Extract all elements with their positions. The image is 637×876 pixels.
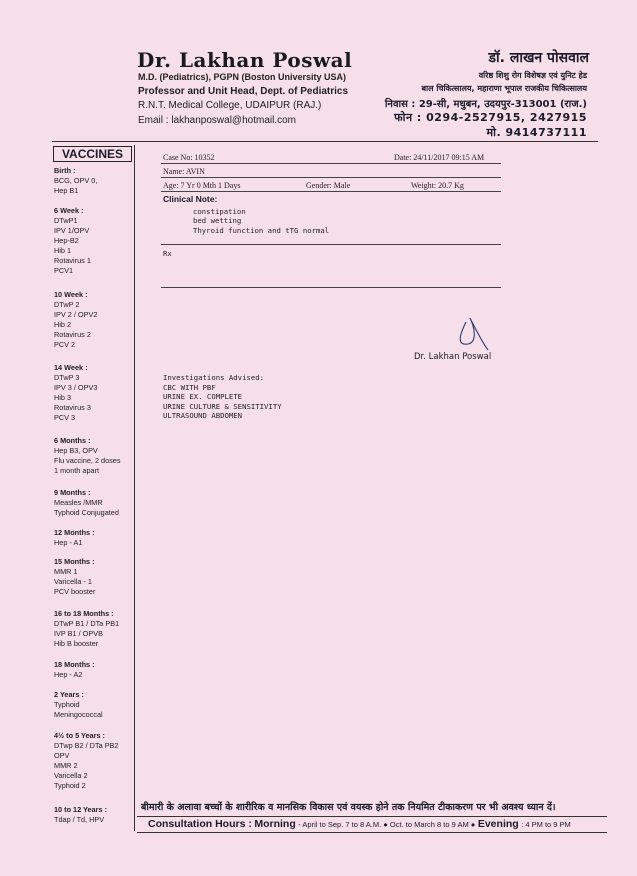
vaccine-age-heading: 16 to 18 Months : <box>54 609 114 618</box>
vaccine-age-heading: 6 Week : <box>54 206 84 215</box>
vaccine-item: PCV1 <box>54 266 74 275</box>
vaccine-item: IVP B1 / OPVB <box>54 629 103 638</box>
vaccine-group <box>54 166 134 196</box>
vaccine-item: Hep - A1 <box>54 538 83 547</box>
investigation-item: URINE CULTURE & SENSITIVITY <box>163 402 282 411</box>
investigation-item: ULTRASOUND ABDOMEN <box>163 411 243 420</box>
signature-name: Dr. Lakhan Poswal <box>414 352 492 362</box>
footer-divider <box>137 816 607 817</box>
morning-label: Morning <box>254 818 296 830</box>
evening-detail: : 4 PM to 9 PM <box>521 820 571 829</box>
vaccine-group <box>54 557 134 597</box>
vaccine-item: Varicella 2 <box>54 771 88 780</box>
vaccine-age-heading: 15 Months : <box>54 557 95 566</box>
vaccine-age-heading: 12 Months : <box>54 528 95 537</box>
hindi-hospital: बाल चिकित्सालय, महाराणा भूपाल राजकीय चिकित्सालय <box>421 84 587 93</box>
vaccine-item: MMR 2 <box>54 761 78 770</box>
qualifications: M.D. (Pediatrics), PGPN (Boston University USA) <box>138 72 347 82</box>
vaccine-item: 1 month apart <box>54 466 100 475</box>
vaccine-item: Hep-B2 <box>54 236 79 245</box>
footer-divider <box>137 832 607 833</box>
patient-gender: Gender: Male <box>306 181 351 190</box>
rx-label: Rx <box>163 249 172 258</box>
email: Email : lakhanposwal@hotmail.com <box>138 115 296 126</box>
vaccine-item: Typhoid Conjugated <box>54 508 119 517</box>
vaccine-age-heading: 14 Week : <box>54 363 88 372</box>
vaccine-item: Hib 3 <box>54 393 72 402</box>
divider <box>161 163 501 164</box>
divider <box>161 177 501 178</box>
vaccine-item: Measles /MMR <box>54 498 103 507</box>
investigations-heading: Investigations Advised: <box>163 373 265 382</box>
doctor-name: Dr. Lakhan Poswal <box>137 48 353 72</box>
vaccine-age-heading: 10 to 12 Years : <box>54 805 108 814</box>
hours-label: Consultation Hours : <box>148 818 252 830</box>
vaccine-item: DTwP 3 <box>54 373 80 382</box>
clinical-note-heading: Clinical Note: <box>163 194 218 204</box>
vaccine-item: BCG, OPV 0, <box>54 176 98 185</box>
vaccine-item: Hep B3, OPV <box>54 446 98 455</box>
vaccine-group <box>54 363 134 423</box>
hindi-address: निवास : 29-सी, मधुबन, उदयपुर-313001 (राज.) <box>384 99 587 110</box>
vaccine-group <box>54 488 134 518</box>
vaccine-item: Rotavirus 1 <box>54 256 91 265</box>
divider <box>161 244 501 245</box>
vaccine-item: Hib B booster <box>54 639 99 648</box>
investigation-item: CBC WITH PBF <box>163 383 216 392</box>
vaccine-group <box>54 660 134 680</box>
vaccine-age-heading: Birth : <box>54 166 76 175</box>
vaccine-item: Rotavirus 3 <box>54 403 91 412</box>
college: R.N.T. Medical College, UDAIPUR (RAJ.) <box>138 100 322 111</box>
patient-age: Age: 7 Yr 0 Mth 1 Days <box>163 181 241 190</box>
clinical-note-line: Thyroid function and tTG normal <box>193 226 330 235</box>
header-divider <box>52 141 598 142</box>
vaccine-item: Meningococcal <box>54 710 103 719</box>
vaccine-item: DTwp B2 / DTa PB2 <box>54 741 119 750</box>
clinical-note-line: bed wetting <box>193 216 242 225</box>
hindi-title: वरिष्ठ शिशु रोग विशेषज्ञ एवं युनिट हेड <box>478 71 587 80</box>
vaccine-item: OPV <box>54 751 70 760</box>
vaccine-age-heading: 9 Months : <box>54 488 91 497</box>
vaccine-item: Typhoid <box>54 700 80 709</box>
vaccine-item: DTwP 2 <box>54 300 80 309</box>
vaccine-item: Rotavirus 2 <box>54 330 91 339</box>
vaccine-item: PCV 3 <box>54 413 76 422</box>
divider <box>161 191 501 192</box>
vaccine-item: Typhoid 2 <box>54 781 86 790</box>
vaccine-item: IPV 2 / OPV2 <box>54 310 98 319</box>
vaccine-item: IPV 3 / OPV3 <box>54 383 98 392</box>
vaccine-item: Hep - A2 <box>54 670 83 679</box>
morning-detail: - April to Sep. 7 to 8 A.M. ● Oct. to March 8 to 9 AM ● <box>298 820 476 829</box>
evening-label: Evening <box>477 818 519 830</box>
case-number: Case No: 10352 <box>163 153 215 162</box>
clinical-note-line: constipation <box>193 207 246 216</box>
vaccine-item: Varicella - 1 <box>54 577 92 586</box>
vaccine-age-heading: 10 Week : <box>54 290 88 299</box>
vaccine-item: DTwP B1 / DTa PB1 <box>54 619 120 628</box>
vaccine-age-heading: 2 Years : <box>54 690 84 699</box>
vaccine-group <box>54 609 134 649</box>
hindi-mobile: मो. 9414737111 <box>486 126 587 139</box>
vaccine-item: Flu vaccine, 2 doses <box>54 456 121 465</box>
position: Professor and Unit Head, Dept. of Pediatrics <box>138 86 349 97</box>
visit-date: Date: 24/11/2017 09:15 AM <box>394 153 485 162</box>
signature <box>452 312 492 354</box>
vaccine-group <box>54 206 134 276</box>
divider <box>161 287 501 288</box>
investigation-item: URINE EX. COMPLETE <box>163 392 243 401</box>
vaccine-item: PCV 2 <box>54 340 76 349</box>
vaccine-group <box>54 805 134 825</box>
vaccine-item: Hib 1 <box>54 246 72 255</box>
vaccine-item: Tdap / Td, HPV <box>54 815 105 824</box>
vaccine-age-heading: 6 Months : <box>54 436 91 445</box>
consultation-hours <box>148 818 571 830</box>
vaccine-item: PCV booster <box>54 587 96 596</box>
vaccine-group <box>54 290 134 350</box>
vaccine-item: MMR 1 <box>54 567 78 576</box>
vaccine-item: IPV 1/OPV <box>54 226 90 235</box>
patient-name: Name: AVIN <box>163 167 205 176</box>
vaccine-group <box>54 528 134 548</box>
vaccine-item: Hib 2 <box>54 320 72 329</box>
vaccine-group <box>54 436 134 476</box>
hindi-doctor-name: डॉ. लाखन पोसवाल <box>488 50 589 66</box>
vaccine-item: DTwP1 <box>54 216 78 225</box>
vaccine-item: Hep B1 <box>54 186 79 195</box>
vaccine-group <box>54 731 134 791</box>
hindi-phone: फोन : 0294-2527915, 2427915 <box>394 111 587 124</box>
patient-weight: Weight: 20.7 Kg <box>411 181 464 190</box>
vaccine-age-heading: 18 Months : <box>54 660 95 669</box>
vaccine-group <box>54 690 134 720</box>
vaccines-title: VACCINES <box>53 146 132 162</box>
footer-hindi-note: बीमारी के अलावा बच्चों के शारीरिक व मानसिक विकास एवं वयस्क होने तक नियमित टीकाकरण पर भी अवश्य ध्यान दें। <box>141 802 556 813</box>
vaccine-age-heading: 4½ to 5 Years : <box>54 731 105 740</box>
